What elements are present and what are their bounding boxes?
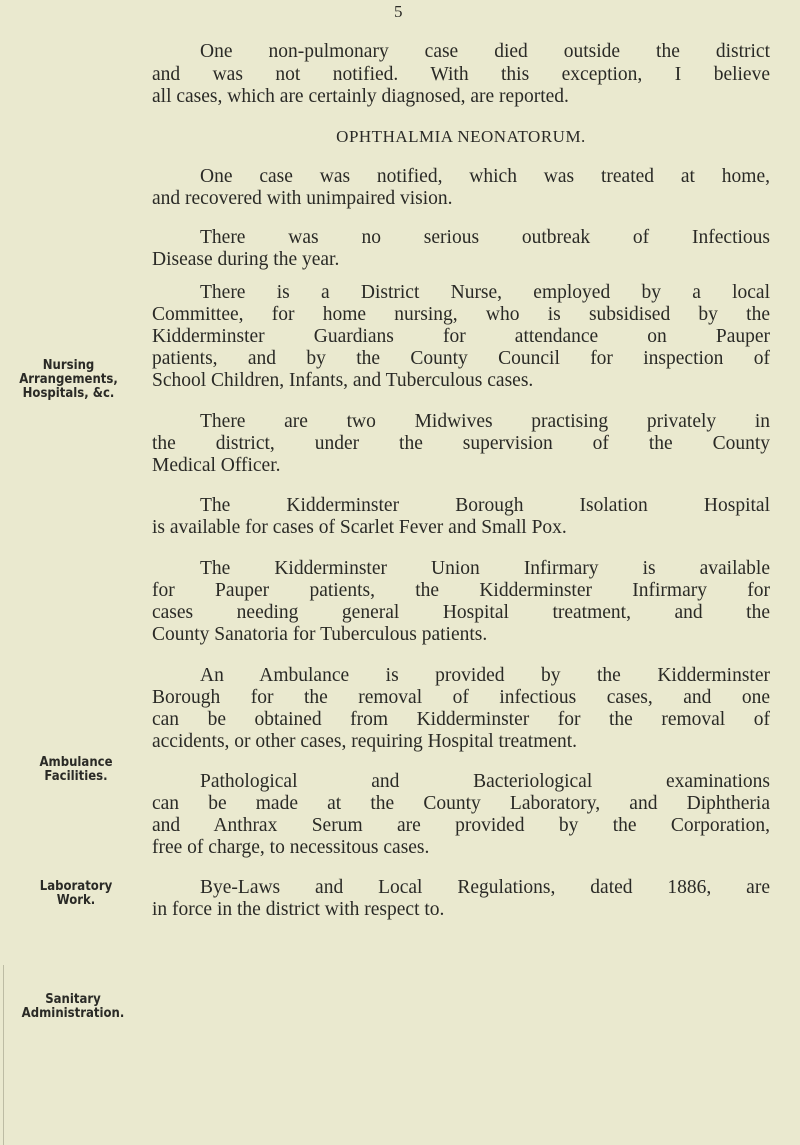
paragraph-line: free of charge, to necessitous cases. xyxy=(152,837,430,858)
paragraph-line: for Pauper patients, the Kidderminster Infirmary for xyxy=(152,580,770,601)
paragraph-line: cases needing general Hospital treatment, and the xyxy=(152,602,770,623)
paragraph-line: Committee, for home nursing, who is subsidised by the xyxy=(152,304,770,325)
paragraph-line: One non-pulmonary case died outside the district xyxy=(200,41,770,62)
sidenote-line: Laboratory xyxy=(39,879,113,894)
paragraph-line: is available for cases of Scarlet Fever and Small Pox. xyxy=(152,517,567,538)
paragraph-line: An Ambulance is provided by the Kidderminster xyxy=(200,665,770,686)
paragraph-line: Disease during the year. xyxy=(152,249,340,270)
paragraph-line: Kidderminster Guardians for attendance on Pauper xyxy=(152,326,770,347)
sidenote-line: Ambulance xyxy=(39,755,113,770)
paragraph-line: The Kidderminster Borough Isolation Hospital xyxy=(200,495,770,516)
paragraph-line: and Anthrax Serum are provided by the Corporation, xyxy=(152,815,770,836)
paragraph-line: can be obtained from Kidderminster for the removal of xyxy=(152,709,770,730)
section-heading: OPHTHALMIA NEONATORUM. xyxy=(336,127,586,146)
paragraph-line: The Kidderminster Union Infirmary is available xyxy=(200,558,770,579)
sidenote xyxy=(15,993,132,1021)
paragraph-line: the district, under the supervision of the County xyxy=(152,433,770,454)
sidenote-line: Nursing xyxy=(42,358,95,373)
paragraph-line: accidents, or other cases, requiring Hospital treatment. xyxy=(152,731,578,752)
paragraph-line: in force in the district with respect to. xyxy=(152,899,445,920)
paragraph-line: Medical Officer. xyxy=(152,455,281,476)
paragraph-line: all cases, which are certainly diagnosed, are reported. xyxy=(152,86,569,107)
sidenote-line: Hospitals, &c. xyxy=(22,386,115,401)
paragraph-line: Borough for the removal of infectious cases, and one xyxy=(152,687,770,708)
paragraph-line: One case was notified, which was treated at home, xyxy=(200,166,770,187)
paragraph-line: County Sanatoria for Tuberculous patients. xyxy=(152,624,488,645)
sidenote-line: Work. xyxy=(56,893,96,908)
sidenote xyxy=(31,756,121,784)
page-number: 5 xyxy=(394,2,403,21)
paragraph-line: There is a District Nurse, employed by a local xyxy=(200,282,770,303)
sidenote-line: Arrangements, xyxy=(19,372,118,387)
sidenote-line: Sanitary xyxy=(45,992,101,1007)
paragraph-line: and was not notified. With this exception, I believe xyxy=(152,64,770,85)
margin-rule xyxy=(3,965,4,1145)
sidenote-line: Facilities. xyxy=(44,769,108,784)
sidenote-line: Administration. xyxy=(21,1006,125,1021)
paragraph-line: School Children, Infants, and Tuberculous cases. xyxy=(152,370,534,391)
paragraph-line: Pathological and Bacteriological examinations xyxy=(200,771,770,792)
paragraph-line: Bye-Laws and Local Regulations, dated 1886, are xyxy=(200,877,770,898)
paragraph-line: There are two Midwives practising privately in xyxy=(200,411,770,432)
paragraph-line: patients, and by the County Council for inspection of xyxy=(152,348,770,369)
paragraph-line: and recovered with unimpaired vision. xyxy=(152,188,453,209)
sidenote xyxy=(12,359,125,401)
paragraph-line: There was no serious outbreak of Infectious xyxy=(200,227,770,248)
sidenote xyxy=(31,880,121,908)
paragraph-line: can be made at the County Laboratory, and Diphtheria xyxy=(152,793,770,814)
